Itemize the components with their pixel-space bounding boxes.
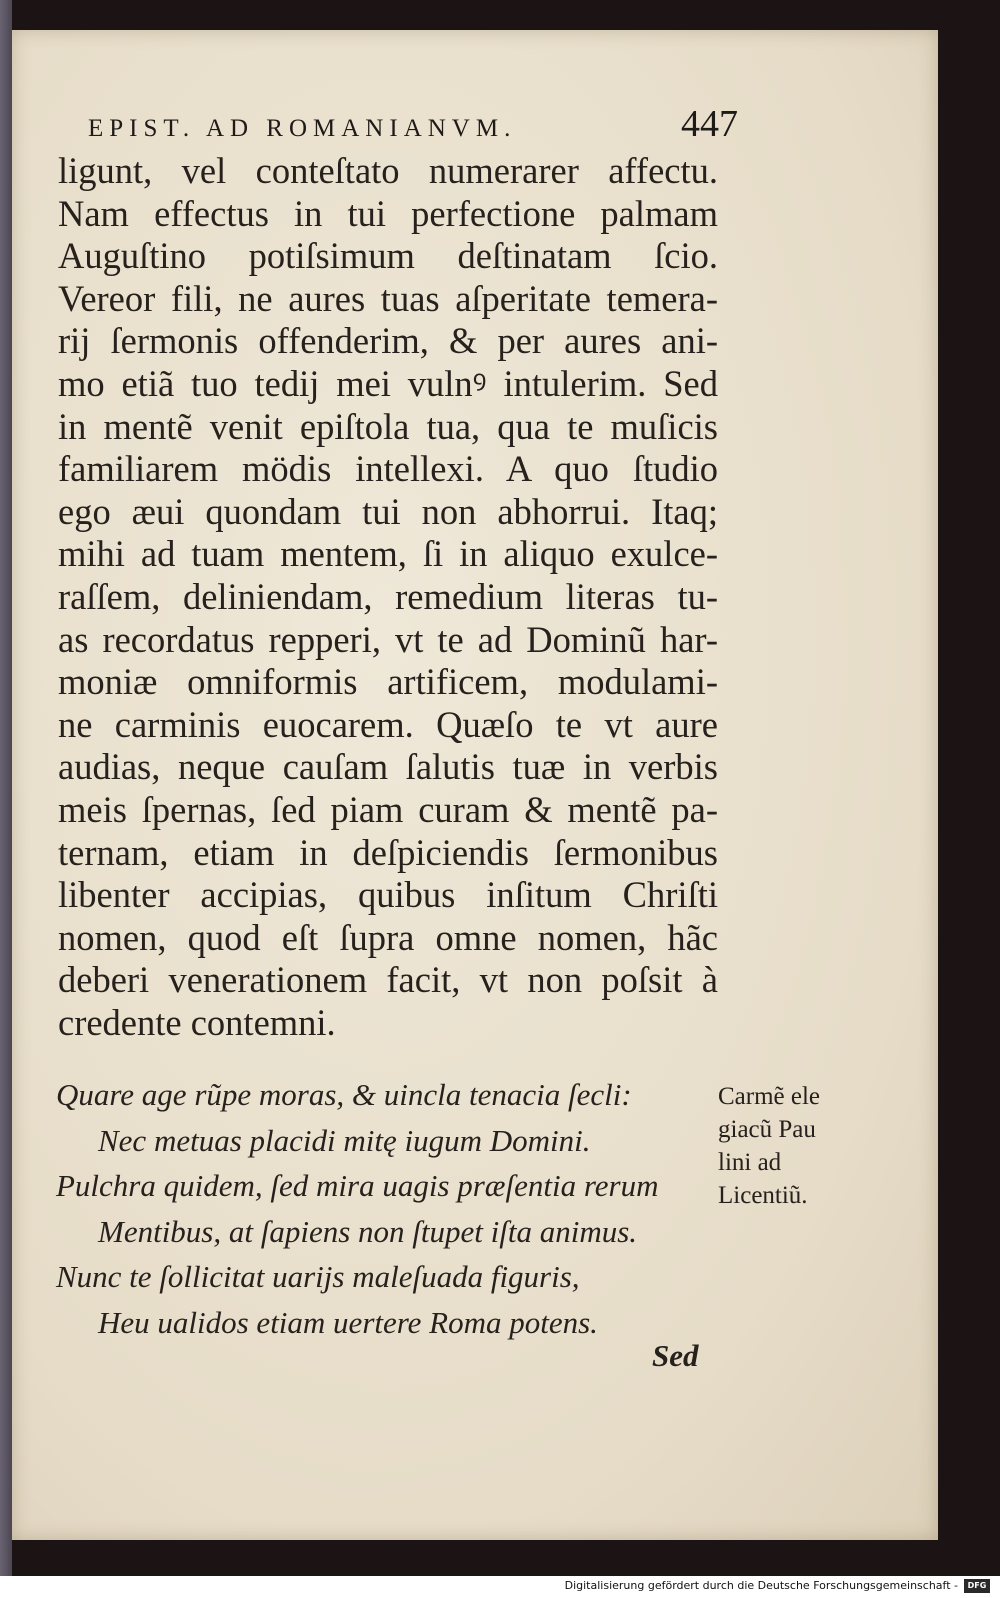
running-title: EPIST. AD ROMANIANVM. <box>88 115 517 142</box>
running-head <box>88 102 738 152</box>
text-line: Auguſtino potiſsimum deſtinatam ſcio. <box>58 235 718 277</box>
text-line: Nam effectus in tui perfectione palmam <box>58 192 718 234</box>
marginal-note-line: lini ad <box>718 1149 782 1176</box>
poem-verse: Quare age rũpe moras, & uincla tenacia ſecli: <box>56 1077 632 1112</box>
catchword: Sed <box>652 1338 699 1373</box>
poem-verse: Mentibus, at ſapiens non ſtupet iſta animus. <box>98 1213 638 1249</box>
text-line: ne carminis euocarem. Quæſo te vt aure <box>58 703 718 745</box>
marginal-note-line: Carmẽ ele <box>718 1083 821 1110</box>
text-line: familiarem mödis intellexi. A quo ſtudio <box>58 448 718 490</box>
text-line: raſſem, deliniendam, remedium literas tu- <box>58 575 718 617</box>
text-line: mo etiã tuo tedij mei vulnꝰ intulerim. Sed <box>58 362 718 404</box>
text-line: ego æui quondam tui non abhorrui. Itaq; <box>58 490 718 532</box>
text-line: in mentẽ venit epiſtola tua, qua te muſicis <box>58 405 718 447</box>
footer-bar <box>0 1576 1000 1598</box>
marginal-note-line: Licentiũ. <box>718 1182 808 1209</box>
marginal-note-line: giacũ Pau <box>718 1116 816 1143</box>
text-line: audias, neque cauſam ſalutis tuæ in verbis <box>58 746 718 788</box>
book-edge <box>0 0 12 1598</box>
text-line: rij ſermonis offenderim, & per aures ani- <box>58 320 718 362</box>
book-page <box>12 30 938 1540</box>
poem-verse: Nec metuas placidi mitę iugum Domini. <box>98 1122 591 1158</box>
text-line: deberi venerationem facit, vt non poſsit à <box>58 959 718 1001</box>
poem <box>56 1072 716 1345</box>
text-line: as recordatus repperi, vt te ad Dominũ har- <box>58 618 718 660</box>
body-text <box>58 150 718 1044</box>
page-number: 447 <box>681 103 738 145</box>
text-line: nomen, quod eſt ſupra omne nomen, hãc <box>58 916 718 958</box>
poem-verse: Nunc te ſollicitat uarijs maleſuada figuris, <box>56 1259 580 1294</box>
text-line: ligunt, vel conteſtato numerarer affectu. <box>58 150 718 191</box>
text-line: Vereor fili, ne aures tuas aſperitate temera- <box>58 277 718 319</box>
text-line: meis ſpernas, ſed piam curam & mentẽ pa- <box>58 788 718 830</box>
marginal-note <box>718 1080 868 1212</box>
text-line: credente contemni. <box>58 1001 336 1043</box>
text-line: mihi ad tuam mentem, ſi in aliquo exulce- <box>58 533 718 575</box>
poem-verse: Pulchra quidem, ſed mira uagis præſentia rerum <box>56 1168 659 1203</box>
text-line: ternam, etiam in deſpiciendis ſermonibus <box>58 831 718 873</box>
funding-credit: Digitalisierung gefördert durch die Deutsche Forschungsgemeinschaft - <box>564 1579 958 1592</box>
poem-verse: Heu ualidos etiam uertere Roma potens. <box>98 1304 598 1340</box>
text-line: moniæ omniformis artificem, modulami- <box>58 661 718 703</box>
text-line: libenter accipias, quibus inſitum Chriſti <box>58 874 718 916</box>
dfg-logo-icon: DFG <box>964 1579 990 1593</box>
